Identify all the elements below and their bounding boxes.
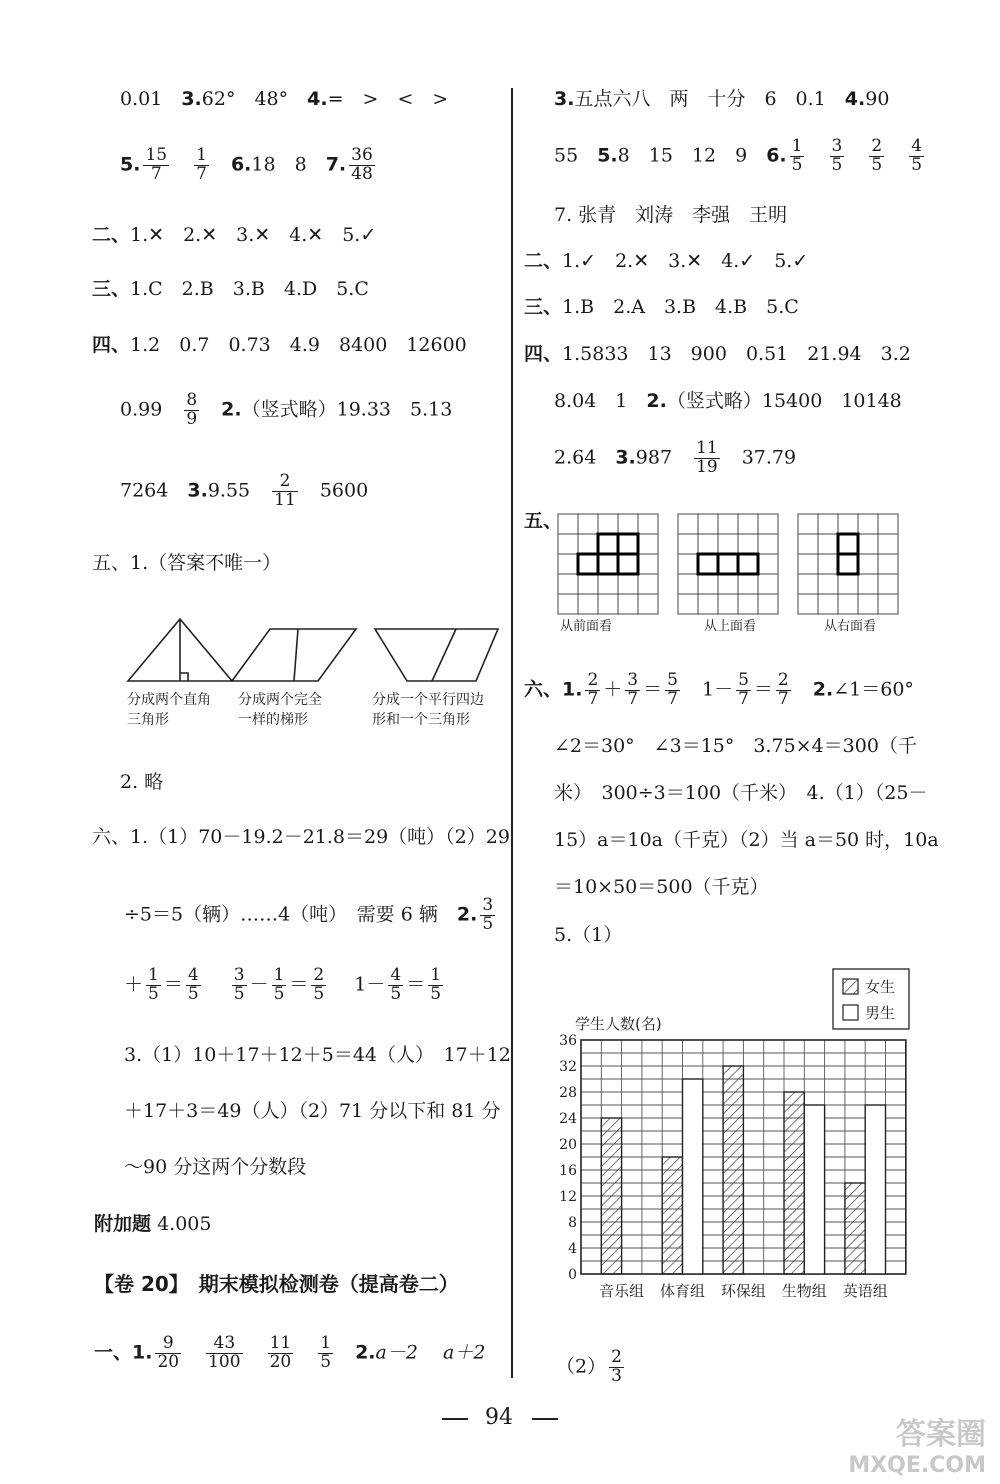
section-title-paper-20: 【卷 20】 期末模拟检测卷（提高卷二）: [94, 1272, 459, 1296]
left-line-5: 四、1.2 0.7 0.73 4.9 8400 12600: [92, 334, 467, 356]
view-caption-front: 从前面看: [560, 619, 613, 634]
left-line-9: 2. 略: [120, 771, 164, 793]
chart-bar-girls: [723, 1066, 743, 1274]
right-view-shape: [838, 534, 858, 574]
front-view-shape: [578, 534, 638, 574]
right-line-15: 5.（1）: [554, 924, 623, 946]
left-line-18: 一、1. $\frac{9}{20}$ $\frac{43}{100}$ $\frac{11}{20}$ $\frac{1}{5}$ 2.a－2 a＋2: [94, 1333, 486, 1372]
watermark-top: 答案圈: [896, 1417, 986, 1452]
division-shapes: [120, 615, 500, 685]
chart-y-tick-label: 20: [559, 1137, 577, 1153]
left-line-12: ＋ $\frac{1}{5}$ ＝ $\frac{4}{5}$ $\frac{3}{5}$ － $\frac{1}{5}$ ＝ $\frac{2}{5}$ 1－ $\frac{4}{5}$ ＝ $\frac{1}{5}$: [124, 965, 442, 1004]
left-line-15: ～90 分这两个分数段: [124, 1156, 307, 1178]
chart-y-axis-title: 学生人数(名): [575, 1015, 662, 1033]
left-line-3: 二、1.✕ 2.✕ 3.✕ 4.✕ 5.✓: [92, 224, 377, 246]
chart-bar-girls: [662, 1157, 682, 1274]
chart-y-tick-label: 32: [559, 1059, 577, 1075]
right-line-3: 7. 张青 刘涛 李强 王明: [554, 204, 788, 226]
left-line-13: 3.（1）10＋17＋12＋5＝44（人） 17＋12: [124, 1044, 511, 1066]
student-count-bar-chart: [555, 965, 925, 1310]
chart-y-tick-label: 4: [568, 1241, 577, 1257]
watermark-logo: [848, 1409, 986, 1478]
right-line-6: 四、1.5833 13 900 0.51 21.94 3.2: [524, 343, 911, 365]
right-line-5: 三、1.B 2.A 3.B 4.B 5.C: [524, 296, 799, 318]
three-view-grids: [556, 512, 902, 616]
left-line-4: 三、1.C 2.B 3.B 4.D 5.C: [92, 278, 369, 300]
shape-caption-3: 分成一个平行四边 形和一个三角形: [372, 692, 484, 728]
chart-x-tick-label: 音乐组: [599, 1282, 645, 1300]
right-line-2: 55 5.8 15 12 9 6. $\frac{1}{5}$ $\frac{3}{5}$ $\frac{2}{5}$ $\frac{4}{5}$: [554, 136, 923, 175]
column-divider: [511, 88, 513, 1378]
top-view-grid: [678, 514, 778, 614]
left-line-11: ÷5＝5（辆）……4（吨） 需要 6 辆 2. $\frac{3}{5}$: [124, 895, 494, 934]
chart-x-tick-label: 英语组: [842, 1282, 888, 1300]
chart-bar-girls: [845, 1183, 865, 1274]
chart-x-tick-label: 生物组: [781, 1282, 827, 1300]
chart-bar-girls: [601, 1118, 621, 1274]
top-view-shape: [698, 554, 758, 574]
chart-bar-boys: [804, 1105, 824, 1274]
chart-x-tick-label: 环保组: [720, 1282, 766, 1300]
left-line-7: 7264 3.9.55 $\frac{2}{11}$ 5600: [120, 471, 369, 510]
left-line-16: 附加题 4.005: [94, 1213, 212, 1235]
right-line-12: 米） 300÷3＝100（千米） 4.（1）（25－: [554, 782, 928, 804]
right-line-13: 15）a＝10a（千克）（2）当 a＝50 时，10a: [554, 829, 939, 851]
shape-caption-2: 分成两个完全 一样的梯形: [238, 692, 322, 728]
view-caption-top: 从上面看: [704, 619, 757, 634]
chart-legend-label: 男生: [865, 1004, 896, 1022]
right-line-1: 3.五点六八 两 十分 6 0.1 4.90: [554, 88, 890, 110]
right-line-4: 二、1.✓ 2.✕ 3.✕ 4.✓ 5.✓: [524, 250, 809, 272]
chart-bar-girls: [784, 1092, 804, 1274]
chart-legend-swatch-girls: [843, 979, 858, 994]
chart-bar-boys: [865, 1105, 885, 1274]
right-line-9: 五、: [524, 510, 563, 532]
right-line-10: 六、1. $\frac{2}{7}$ ＋ $\frac{3}{7}$ ＝ $\frac{5}{7}$ 1－ $\frac{5}{7}$ ＝ $\frac{2}{7}$ 2.∠1＝60°: [524, 670, 914, 709]
right-line-7: 8.04 1 2.（竖式略）15400 10148: [554, 390, 902, 412]
chart-x-tick-label: 体育组: [659, 1282, 706, 1300]
chart-legend-label: 女生: [865, 978, 896, 996]
view-caption-right: 从右面看: [824, 619, 877, 634]
left-line-2: 5. $\frac{15}{7}$ $\frac{1}{7}$ 6.18 8 7. $\frac{36}{48}$: [120, 145, 373, 184]
left-line-14: ＋17＋3＝49（人）（2）71 分以下和 81 分: [124, 1100, 501, 1122]
chart-bar-boys: [683, 1079, 703, 1274]
right-line-16: （2） $\frac{2}{3}$: [556, 1347, 622, 1386]
footer-dash-right: [532, 1418, 558, 1420]
chart-legend-swatch-boys: [843, 1005, 858, 1020]
left-line-10: 六、1.（1）70－19.2－21.8＝29（吨）（2）29: [92, 826, 510, 848]
isosceles-triangle-shape: [128, 619, 232, 681]
right-view-grid: [798, 514, 898, 614]
chart-y-tick-label: 16: [559, 1163, 577, 1179]
chart-y-tick-label: 0: [568, 1267, 577, 1283]
chart-y-tick-label: 12: [559, 1189, 577, 1205]
left-line-1: 0.01 3.62° 48° 4.= > < >: [120, 88, 449, 110]
trapezoid-parallelogram-triangle-shape: [375, 629, 498, 681]
right-line-11: ∠2＝30° ∠3＝15° 3.75×4＝300（千: [554, 735, 917, 757]
left-line-6: 0.99 $\frac{8}{9}$ 2.（竖式略）19.33 5.13: [120, 390, 453, 429]
page-number: 94: [485, 1405, 513, 1430]
parallelogram-two-trapezoids-shape: [232, 629, 356, 681]
right-line-14: ＝10×50＝500（千克）: [554, 876, 769, 898]
chart-y-tick-label: 28: [559, 1085, 577, 1101]
chart-y-tick-label: 24: [559, 1111, 577, 1127]
chart-y-tick-label: 8: [568, 1215, 577, 1231]
footer-dash-left: [442, 1418, 468, 1420]
watermark-bottom: MXQE.COM: [848, 1453, 986, 1478]
chart-y-tick-label: 36: [559, 1033, 577, 1049]
shape-caption-1: 分成两个直角 三角形: [127, 692, 211, 728]
left-line-8: 五、1.（答案不唯一）: [92, 552, 282, 574]
front-view-grid: [558, 514, 658, 614]
right-line-8: 2.64 3.987 $\frac{11}{19}$ 37.79: [554, 438, 797, 477]
